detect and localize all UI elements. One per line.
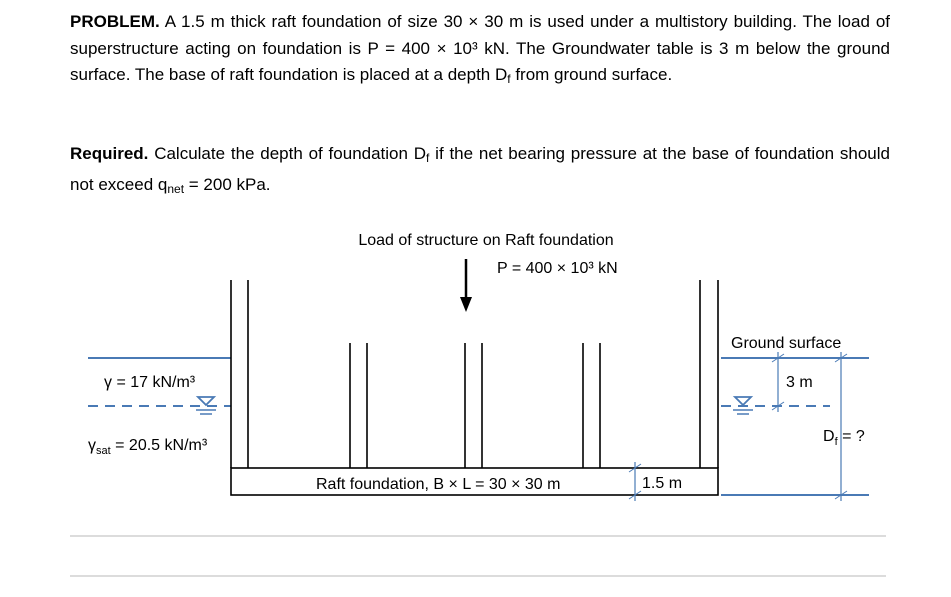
problem-text-end: from ground surface. xyxy=(510,65,673,84)
gamma-label: γ = 17 kN/m³ xyxy=(104,374,196,391)
problem-text: A 1.5 m thick raft foundation of size 30 × 30 m is used under a multistory building. The load of superstructure acting on foundation is P = 400 × 10³ kN. The Groundwater table is 3 m below the ground surface. The base of raft foundation is placed at a depth D xyxy=(70,12,890,84)
problem-label: PROBLEM. xyxy=(70,12,160,31)
load-value: P = 400 × 10³ kN xyxy=(497,260,618,277)
raft-label: Raft foundation, B × L = 30 × 30 m xyxy=(316,476,561,493)
water-table-symbol-right-icon xyxy=(733,397,753,414)
required-label: Required. xyxy=(70,144,149,163)
water-depth-label: 3 m xyxy=(786,374,813,391)
required-text: Calculate the depth of foundation D xyxy=(148,144,427,163)
required-df-sub: f xyxy=(426,151,430,165)
df-label: $D_f$ = ? xyxy=(823,428,865,448)
ground-surface-label: Ground surface xyxy=(731,335,842,352)
gamma-sat-label: $\gamma_{sat} = 20.5$ kN/m³ xyxy=(88,437,208,457)
thickness-label: 1.5 m xyxy=(642,475,683,492)
problem-df-sub: f xyxy=(507,72,511,86)
load-arrow-icon xyxy=(460,297,472,312)
required-text-mid: if the net bearing pressure at the base of foundation should not exceed q xyxy=(70,144,890,194)
required-qnet-sub: net xyxy=(167,181,185,196)
load-title: Load of structure on Raft foundation xyxy=(358,232,614,249)
required-text-end: = 200 kPa. xyxy=(184,174,271,194)
